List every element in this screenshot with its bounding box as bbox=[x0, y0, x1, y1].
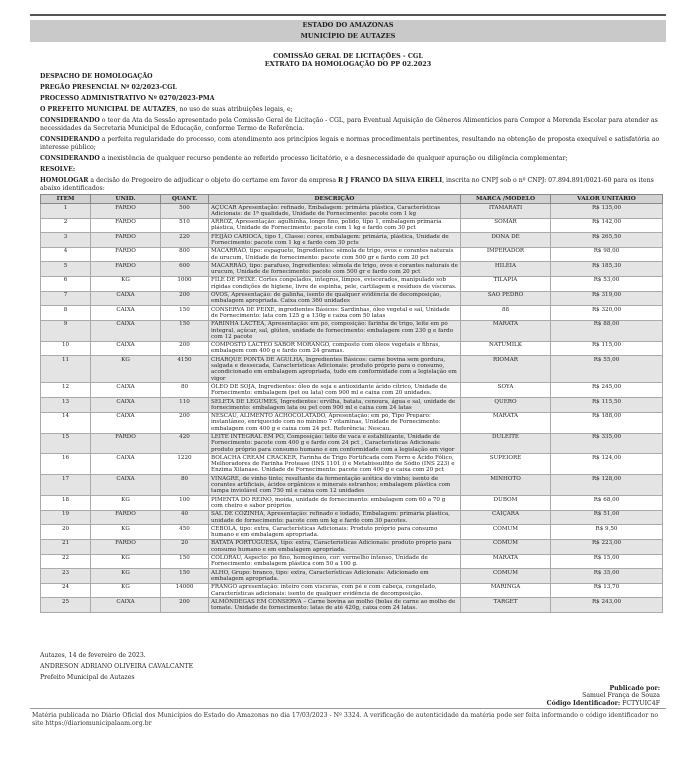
considerando-1-text: o teor da Ata da Sessão apresentado pela Comissão Geral de Licitação - CGL, para Eventual Aquisição de Gêneros Alimentícios para Compor a Merenda Escolar para atender as necessidades da Secretaria Municipal de Educação, conforme Termo de Referência. bbox=[40, 117, 658, 132]
table-row bbox=[41, 233, 663, 248]
cell-unid: CAIXA bbox=[91, 475, 161, 496]
cell-valor: R$ 51,00 bbox=[551, 510, 663, 525]
cell-item: 25 bbox=[41, 598, 91, 613]
cell-unid: KG bbox=[91, 554, 161, 569]
considerando-2-label: CONSIDERANDO bbox=[40, 136, 100, 143]
cell-descricao: BOLACHA CREAM CRACKER, Farinha de Trigo Fortificada com Ferro e Ácido Fólico, Melhoradores de Farinha Protease (INS 1101 i) e Metabissulfito de Sódio (INS 223) e Enzima Xilanase. Unidade de Fornecimento: pacote com 400 g e caixa com 20 pct bbox=[209, 454, 461, 475]
published-by-label: Publicado por: bbox=[609, 685, 660, 692]
cell-quant: 80 bbox=[161, 475, 209, 496]
cell-item: 8 bbox=[41, 306, 91, 321]
table-header-row bbox=[41, 195, 663, 204]
cell-marca: RIOMAR bbox=[461, 356, 551, 383]
cell-quant: 200 bbox=[161, 412, 209, 433]
cell-valor: R$ 142,00 bbox=[551, 218, 663, 233]
cell-descricao: MACARRÃO, tipo: parafuso, Ingredientes: sêmola de trigo, ovos e corantes naturais de urucum, Unidade de fornecimento: pacote com 500 gr e fardo com 20 pct bbox=[209, 262, 461, 277]
table-row bbox=[41, 412, 663, 433]
prefeito-paragraph bbox=[40, 106, 660, 114]
cell-valor: R$ 124,00 bbox=[551, 454, 663, 475]
signer-name: ANDRESON ADRIANO OLIVEIRA CAVALCANTE bbox=[40, 663, 194, 670]
cell-descricao: VINAGRE, de vinho tinto; resultante da fermentação acética do vinho; isento de corantes artificiais, ácidos orgânicos e minerais estranhos; embalagem plástica com tampa inviolável com 750 ml e caixa com 12 unidades bbox=[209, 475, 461, 496]
table-row bbox=[41, 539, 663, 554]
considerando-3-label: CONSIDERANDO bbox=[40, 155, 100, 162]
cell-valor: R$ 188,00 bbox=[551, 412, 663, 433]
despacho-title: DESPACHO DE HOMOLOGAÇÃO bbox=[40, 73, 153, 80]
table-row bbox=[41, 496, 663, 511]
subtitle-line1: COMISSÃO GERAL DE LICITAÇÕES - CGL bbox=[273, 52, 423, 60]
cell-marca: COMUM bbox=[461, 569, 551, 584]
table-row bbox=[41, 598, 663, 613]
cell-marca: 88 bbox=[461, 306, 551, 321]
cell-valor: R$ 115,00 bbox=[551, 341, 663, 356]
cell-marca: SOMAR bbox=[461, 218, 551, 233]
considerando-1-label: CONSIDERANDO bbox=[40, 117, 100, 124]
table-row bbox=[41, 247, 663, 262]
cell-quant: 220 bbox=[161, 233, 209, 248]
homologar-label: HOMOLOGAR bbox=[40, 177, 89, 184]
cell-valor: R$ 265,50 bbox=[551, 233, 663, 248]
cell-marca: COMUM bbox=[461, 525, 551, 540]
table-row bbox=[41, 433, 663, 454]
cell-unid: KG bbox=[91, 276, 161, 291]
table-row bbox=[41, 218, 663, 233]
processo-number: PROCESSO ADMINISTRATIVO Nº 0270/2023-PMA bbox=[40, 95, 215, 102]
cell-quant: 1220 bbox=[161, 454, 209, 475]
table-row bbox=[41, 383, 663, 398]
cell-unid: CAIXA bbox=[91, 398, 161, 413]
cell-valor: R$ 98,00 bbox=[551, 247, 663, 262]
items-table bbox=[40, 194, 663, 613]
cell-unid: CAIXA bbox=[91, 320, 161, 341]
cell-marca: MARINGÁ bbox=[461, 583, 551, 598]
cell-marca: CAIÇARA bbox=[461, 510, 551, 525]
cell-marca: TILÁPIA bbox=[461, 276, 551, 291]
cell-valor: R$ 15,00 bbox=[551, 554, 663, 569]
publisher-name: Samuel França de Souza bbox=[582, 692, 660, 700]
table-row bbox=[41, 291, 663, 306]
cell-quant: 420 bbox=[161, 433, 209, 454]
cell-item: 20 bbox=[41, 525, 91, 540]
cell-item: 3 bbox=[41, 233, 91, 248]
column-header-unid: UNID. bbox=[91, 195, 161, 204]
cell-unid: KG bbox=[91, 525, 161, 540]
cell-marca: MINHOTO bbox=[461, 475, 551, 496]
cell-valor: R$ 115,50 bbox=[551, 398, 663, 413]
cell-unid: CAIXA bbox=[91, 341, 161, 356]
cell-unid: FARDO bbox=[91, 247, 161, 262]
cell-item: 1 bbox=[41, 204, 91, 219]
cell-unid: CAIXA bbox=[91, 598, 161, 613]
cell-descricao: ALMÔNDEGAS EM CONSERVA – Carne bovina ao molho (bolas de carne ao molho de tomate. Unidade de fornecimento: latas de até 420g, caixa com 24 latas. bbox=[209, 598, 461, 613]
cell-descricao: ARROZ, Apresentação: agulhinha, longo fino, polido, tipo 1, embalagem primária plástica, Unidade de Fornecimento: pacote com 1 kg e fardo com 30 pct bbox=[209, 218, 461, 233]
cell-marca: QUERO bbox=[461, 398, 551, 413]
cell-quant: 150 bbox=[161, 554, 209, 569]
table-row bbox=[41, 554, 663, 569]
signer-title: Prefeito Municipal de Autazes bbox=[40, 674, 135, 681]
column-header-item: ITEM bbox=[41, 195, 91, 204]
cell-quant: 4150 bbox=[161, 356, 209, 383]
cell-quant: 40 bbox=[161, 510, 209, 525]
cell-marca: MARATÁ bbox=[461, 320, 551, 341]
cell-item: 23 bbox=[41, 569, 91, 584]
cell-unid: CAIXA bbox=[91, 454, 161, 475]
cell-quant: 800 bbox=[161, 247, 209, 262]
cell-unid: KG bbox=[91, 356, 161, 383]
cell-valor: R$ 68,00 bbox=[551, 496, 663, 511]
cell-valor: R$ 13,70 bbox=[551, 583, 663, 598]
cell-item: 9 bbox=[41, 320, 91, 341]
cell-valor: R$ 319,00 bbox=[551, 291, 663, 306]
cell-valor: R$ 9,50 bbox=[551, 525, 663, 540]
cell-item: 18 bbox=[41, 496, 91, 511]
cell-item: 16 bbox=[41, 454, 91, 475]
cell-valor: R$ 88,00 bbox=[551, 320, 663, 341]
table-row bbox=[41, 341, 663, 356]
cell-valor: R$ 243,00 bbox=[551, 598, 663, 613]
considerando-2-text: a perfeita regularidade do processo, com atendimento aos princípios legais e normas procedimentais pertinentes, resultando na obtenção de proposta exequível e satisfatória ao interesse público; bbox=[40, 136, 660, 151]
publication-block bbox=[360, 685, 660, 707]
table-row bbox=[41, 525, 663, 540]
cell-unid: FARDO bbox=[91, 433, 161, 454]
cell-unid: FARDO bbox=[91, 218, 161, 233]
cell-marca: DULEITE bbox=[461, 433, 551, 454]
cell-marca: COMUM bbox=[461, 539, 551, 554]
cell-unid: FARDO bbox=[91, 233, 161, 248]
prefeito-text: , no uso de suas atribuições legais, e; bbox=[175, 106, 293, 113]
code-label: Código Identificador: bbox=[546, 699, 621, 707]
cell-valor: R$ 245,00 bbox=[551, 383, 663, 398]
cell-marca: SÃO PEDRO bbox=[461, 291, 551, 306]
footer-note: Matéria publicada no Diário Oficial dos Municípios do Estado do Amazonas no dia 17/03/2023 - Nº 3324. A verificação de autenticidade da matéria pode ser feita informando o código identificador no site https://diariomunicipalaam.org.br bbox=[32, 712, 659, 727]
table-row bbox=[41, 398, 663, 413]
cell-item: 22 bbox=[41, 554, 91, 569]
footer-rule bbox=[30, 708, 666, 709]
homologar-paragraph bbox=[40, 177, 660, 192]
cell-descricao: SAL DE COZINHA, Apresentação: refinado e iodado, Embalagem: primária plástica, unidade de fornecimento: pacote com um kg e fardo com 30 pacotes. bbox=[209, 510, 461, 525]
homologar-text-end: , inscrita no CNPJ sob o nº CNPJ: 07.894.891/0021-60 para os itens abaixo identificados: bbox=[40, 177, 654, 192]
cell-descricao: COMPOSTO LÁCTEO SABOR MORANGO, composto com óleos vegetais e fibras, embalagem com 400 g e fardo com 24 gramas. bbox=[209, 341, 461, 356]
cell-descricao: FEIJÃO CARIOCA, tipo 1, Classe: cores, embalagem: primária, plástica, Unidade de Fornecimento: pacote com 1 kg e fardo com 30 pcts bbox=[209, 233, 461, 248]
considerando-1 bbox=[40, 117, 660, 132]
cell-unid: CAIXA bbox=[91, 291, 161, 306]
cell-unid: CAIXA bbox=[91, 412, 161, 433]
cell-item: 17 bbox=[41, 475, 91, 496]
cell-valor: R$ 185,30 bbox=[551, 262, 663, 277]
cell-quant: 100 bbox=[161, 496, 209, 511]
table-row bbox=[41, 276, 663, 291]
considerando-3 bbox=[40, 155, 660, 163]
table-row bbox=[41, 306, 663, 321]
cell-unid: FARDO bbox=[91, 262, 161, 277]
cell-quant: 600 bbox=[161, 262, 209, 277]
cell-descricao: PIMENTA DO REINO, moída, unidade de fornecimento: embalagem com 60 a 70 g com cheiro e sabor próprios bbox=[209, 496, 461, 511]
cell-marca: DUBOM bbox=[461, 496, 551, 511]
cell-item: 12 bbox=[41, 383, 91, 398]
column-header-quant: QUANT. bbox=[161, 195, 209, 204]
cell-descricao: NESCAU, ALIMENTO ACHOCOLATADO, Apresentação: em pó, Tipo Preparo: instantâneo, enriquecido com no mínimo 7 vitaminas, Unidade de Fornecimento: embalagem com 400 g e caixa com 24 pct. Referência: Nescau. bbox=[209, 412, 461, 433]
cell-marca: NATUMILK bbox=[461, 341, 551, 356]
cell-descricao: CONSERVA DE PEIXE, ingredientes Básicos: Sardinhas, óleo vegetal e sal, Unidade de Fornecimento: lata com 125 g a 130g e caixa com 50 latas bbox=[209, 306, 461, 321]
section-title bbox=[30, 52, 666, 68]
cell-unid: KG bbox=[91, 496, 161, 511]
cell-descricao: FRANGO apresentação: inteiro com vísceras, com pé e com cabeça, congelado, Características adicionais: isento de qualquer evidência de decomposição. bbox=[209, 583, 461, 598]
table-row bbox=[41, 204, 663, 219]
cell-item: 2 bbox=[41, 218, 91, 233]
cell-item: 7 bbox=[41, 291, 91, 306]
cell-quant: 20 bbox=[161, 539, 209, 554]
closing-date: Autazes, 14 de fevereiro de 2023. bbox=[40, 652, 146, 659]
prefeito-label: O PREFEITO MUNICIPAL DE AUTAZES bbox=[40, 106, 176, 113]
cell-item: 15 bbox=[41, 433, 91, 454]
cell-marca: ITAMARATI bbox=[461, 204, 551, 219]
cell-valor: R$ 335,00 bbox=[551, 433, 663, 454]
cell-descricao: CHARQUE PONTA DE AGULHA, Ingredientes Básicos: carne bovina sem gordura, salgada e dessecada, Características Adicionais: produto próprio para o consumo, acondicionado em embalagem apropriada, tudo em conformidade com a legislação em vigor bbox=[209, 356, 461, 383]
cell-item: 6 bbox=[41, 276, 91, 291]
cell-item: 11 bbox=[41, 356, 91, 383]
cell-unid: KG bbox=[91, 583, 161, 598]
document-header bbox=[30, 20, 666, 42]
cell-unid: FARDO bbox=[91, 204, 161, 219]
cell-unid: FARDO bbox=[91, 510, 161, 525]
table-row bbox=[41, 356, 663, 383]
cell-item: 14 bbox=[41, 412, 91, 433]
cell-item: 13 bbox=[41, 398, 91, 413]
cell-quant: 80 bbox=[161, 383, 209, 398]
cell-descricao: ALHO, Grupo: branco, tipo: extra, Características Adicionais: Adicionado em embalagem apropriada. bbox=[209, 569, 461, 584]
table-row bbox=[41, 320, 663, 341]
subtitle-line2: EXTRATO DA HOMOLOGAÇÃO DO PP 02.2023 bbox=[264, 60, 432, 68]
cell-valor: R$ 128,00 bbox=[551, 475, 663, 496]
cell-quant: 200 bbox=[161, 598, 209, 613]
cell-unid: FARDO bbox=[91, 539, 161, 554]
code-value: FCTYUIC4F bbox=[622, 699, 660, 707]
cell-quant: 150 bbox=[161, 320, 209, 341]
header-state: ESTADO DO AMAZONAS bbox=[302, 21, 394, 29]
cell-quant: 510 bbox=[161, 218, 209, 233]
resolve-label: RESOLVE: bbox=[40, 166, 76, 173]
cell-marca: MARATÁ bbox=[461, 412, 551, 433]
column-header-marca: MARCA /MODELO bbox=[461, 195, 551, 204]
cell-item: 5 bbox=[41, 262, 91, 277]
table-row bbox=[41, 475, 663, 496]
cell-item: 24 bbox=[41, 583, 91, 598]
cell-valor: R$ 35,00 bbox=[551, 569, 663, 584]
cell-descricao: BATATA PORTUGUESA, tipo: extra, Características Adicionais: produto próprio para consumo humano e em embalagem apropriada. bbox=[209, 539, 461, 554]
cell-quant: 110 bbox=[161, 398, 209, 413]
cell-item: 19 bbox=[41, 510, 91, 525]
cell-marca: DONA DÉ bbox=[461, 233, 551, 248]
cell-descricao: OVOS, Apresentação: de galinha, isento de qualquer evidência de decomposição, embalagem apropriada. Caixa com 360 unidades bbox=[209, 291, 461, 306]
table-row bbox=[41, 569, 663, 584]
table-row bbox=[41, 262, 663, 277]
code-line bbox=[360, 700, 660, 707]
cell-item: 21 bbox=[41, 539, 91, 554]
cell-quant: 14000 bbox=[161, 583, 209, 598]
cell-valor: R$ 135,00 bbox=[551, 204, 663, 219]
table-row bbox=[41, 583, 663, 598]
cell-quant: 1000 bbox=[161, 276, 209, 291]
cell-marca: IMPERADOR bbox=[461, 247, 551, 262]
company-name: R J FRANCO DA SILVA EIRELI bbox=[338, 177, 443, 184]
cell-descricao: AÇÚCAR Apresentação: refinado, Embalagem: primária plástica, Características Adicionais: de 1ª qualidade, Unidade de Fornecimento: pacote com 1 kg bbox=[209, 204, 461, 219]
cell-item: 10 bbox=[41, 341, 91, 356]
cell-descricao: CEBOLA, tipo: extra, Características Adicionais: Produto próprio para consumo humano e em embalagem apropriada. bbox=[209, 525, 461, 540]
cell-item: 4 bbox=[41, 247, 91, 262]
cell-marca: MARATÁ bbox=[461, 554, 551, 569]
cell-descricao: ÓLEO DE SOJA, Ingredientes: óleo de soja e antioxidante ácido cítrico, Unidade de Fornecimento: embalagem (pet ou lata) com 900 ml e caixa com 20 unidades. bbox=[209, 383, 461, 398]
cell-marca: SOYA bbox=[461, 383, 551, 398]
cell-quant: 500 bbox=[161, 204, 209, 219]
cell-quant: 150 bbox=[161, 569, 209, 584]
cell-valor: R$ 55,00 bbox=[551, 356, 663, 383]
table-row bbox=[41, 510, 663, 525]
cell-descricao: LEITE INTEGRAL EM PÓ, Composição: leite de vaca e estabilizante, Unidade de Fornecimento: pacote com 400 g e fardo com 24 pct , Características Adicionais: produto próprio para consumo humano e em conformidade com a legislação em vigor bbox=[209, 433, 461, 454]
cell-marca: HILÉIA bbox=[461, 262, 551, 277]
cell-descricao: SELETA DE LEGUMES, Ingredientes: ervilha, batata, cenoura, água e sal, unidade de fornecimento: embalagem lata ou pet com 900 ml e caixa com 24 latas bbox=[209, 398, 461, 413]
considerando-2 bbox=[40, 136, 660, 151]
cell-unid: KG bbox=[91, 569, 161, 584]
cell-unid: CAIXA bbox=[91, 306, 161, 321]
cell-valor: R$ 320,00 bbox=[551, 306, 663, 321]
cell-descricao: FILÉ DE PEIXE: Cortes congelados, íntegros, limpos, eviscerados, manipulado sob rígidas condições de higiene, livre de espinha, pele, cartilagem e resíduos de vísceras. bbox=[209, 276, 461, 291]
homologar-text: a decisão do Pregoeiro de adjudicar o objeto do certame em favor da empresa bbox=[88, 177, 338, 184]
cell-quant: 200 bbox=[161, 341, 209, 356]
column-header-valor: VALOR UNITÁRIO bbox=[551, 195, 663, 204]
cell-quant: 200 bbox=[161, 291, 209, 306]
table-body bbox=[41, 204, 663, 613]
header-municipality: MUNICÍPIO DE AUTAZES bbox=[300, 31, 396, 40]
cell-quant: 150 bbox=[161, 306, 209, 321]
top-rule bbox=[30, 14, 666, 16]
cell-marca: SUPEIORE bbox=[461, 454, 551, 475]
table-row bbox=[41, 454, 663, 475]
cell-valor: R$ 223,00 bbox=[551, 539, 663, 554]
cell-descricao: FARINHA LÁCTEA, Apresentação: em pó, composição: farinha de trigo, leite em pó integral, açúcar, sal, glúten, unidade de fornecimento: embalagem com 230 g e fardo com 12 pacote bbox=[209, 320, 461, 341]
column-header-descricao: DESCRIÇÃO bbox=[209, 195, 461, 204]
cell-valor: R$ 53,00 bbox=[551, 276, 663, 291]
cell-quant: 450 bbox=[161, 525, 209, 540]
cell-descricao: MACARRÃO, tipo: espaguete, Ingredientes: sêmola de trigo, ovos e corantes naturais de urucum, Unidade de fornecimento: pacote com 500 gr e fardo com 20 pct bbox=[209, 247, 461, 262]
considerando-3-text: a inexistência de qualquer recurso pendente ao referido processo licitatório, e a desnecessidade de qualquer apuração ou diligência complementar; bbox=[99, 155, 568, 162]
pregao-number: PREGÃO PRESENCIAL Nº 02/2023-CGL bbox=[40, 84, 177, 91]
cell-unid: CAIXA bbox=[91, 383, 161, 398]
cell-descricao: COLORAU, Aspecto: pó fino, homogêneo, cor: vermelho intenso, Unidade de Fornecimento: embalagem plástica com 50 a 100 g. bbox=[209, 554, 461, 569]
cell-marca: TARGET bbox=[461, 598, 551, 613]
